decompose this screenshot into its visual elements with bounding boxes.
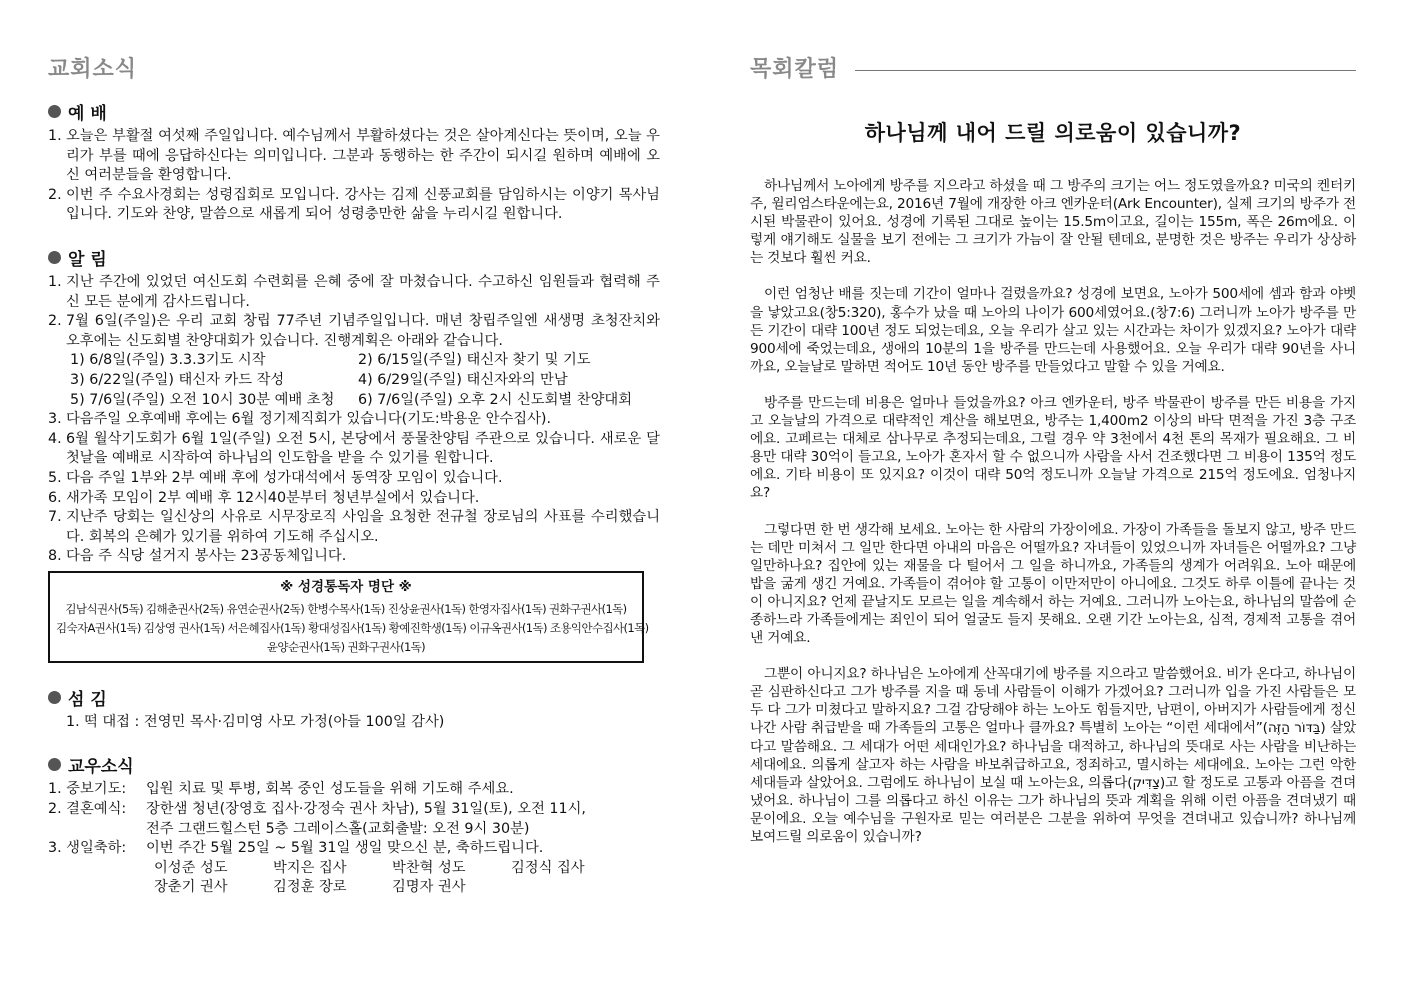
column-paragraph: 방주를 만드는데 비용은 얼마나 들었을까요? 아크 엔카운터, 방주 박물관이 방주를 만든 비용을 가지고 오늘날의 가격으로 대략적인 계산을 해보면요, 방주는 1,400m2 이상의 바닥 면적을 가진 3층 구조에요. 고페르는 대체로 삼나무로 추정되는데요, 그럴 경우 약 3천에서 4천 톤의 목재가 필요해요. 그 비용만 대략 30억이 들고요, 노아가 혼자서 할 수 없으니까 사람을 사서 건조했다면 그 비용이 135억 정도에요. 기타 비용이 또 있지요? 이것이 대략 50억 정도니까 오늘날 가격으로 215억 정도에요. 엄청나지요?	[750, 394, 1356, 502]
members-entry: 3. 생일축하: 이번 주간 5월 25일 ~ 5월 31일 생일 맞으신 분, 축하드립니다.	[48, 840, 544, 857]
members-entry: 1. 중보기도: 입원 치료 및 투병, 회복 중인 성도들을 위해 기도해 주세요.	[48, 781, 514, 798]
worship-section-title: 예 배	[48, 99, 660, 124]
list-item: 7. 지난주 당회는 일신상의 사유로 시무장로직 사임을 요청한 전규철 장로님의 사표를 수리했습니다. 회복의 은혜가 있기를 위하여 기도해 주십시오.	[48, 509, 660, 545]
list-item: 1. 지난 주간에 있었던 여신도회 수련회를 은혜 중에 잘 마쳤습니다. 수고하신 임원들과 협력해 주신 모든 분에게 감사드립니다.	[48, 273, 660, 310]
church-news-heading: 교회소식	[48, 56, 138, 82]
column-paragraph: 그렇다면 한 번 생각해 보세요. 노아는 한 사람의 가장이에요. 가장이 가족들을 돌보지 않고, 방주 만드는 데만 미쳐서 그 일만 한다면 아내의 마음은 어떨까요? 자녀들이 있었으니까 자녀들은 어떨까요? 그냥 일만하나요? 집안에 있는 재물을 다 털어서 그 일을 하니까요, 가족들의 생계가 어려워요. 노아 때문에 밥을 굶게 생긴 거예요. 가족들이 겪어야 할 고통이 이만저만이 아니에요. 그것도 하루 이틀에 끝나는 것이 아니지요? 언제 끝날지도 모르는 일을 계속해서 하는 거예요. 그러니까 노아는요, 하나님의 말씀에 순종하느라 가족들에게는 죄인이 되어 얼굴도 들지 못해요. 오랜 기간 노아는요, 심적, 경제적 고통을 겪어 낸 거예요.	[750, 521, 1356, 647]
birthday-names: 장춘기 권사 김정훈 장로 김명자 권사	[154, 879, 466, 896]
list-item: 1. 오늘은 부활절 여섯째 주일입니다. 예수님께서 부활하셨다는 것은 살아계신다는 뜻이며, 오늘 우리가 부를 때에 응답하신다는 의미입니다. 그분과 동행하는 한 주간이 되시길 원하며 예배에 오신 여러분들을 환영합니다.	[48, 128, 660, 184]
members-section-title: 교우소식	[48, 752, 660, 777]
list-item: 1. 떡 대접 : 전영민 목사·김미영 사모 가정(아들 100일 감사)	[66, 713, 445, 730]
column-title: 하나님께 내어 드릴 의로움이 있습니까?	[864, 121, 1242, 145]
bullet-icon	[48, 105, 61, 118]
list-item: 2. 이번 주 수요사경회는 성령집회로 모입니다. 강사는 김제 신풍교회를 담임하시는 이양기 목사님입니다. 기도와 찬양, 말씀으로 새롭게 되어 성령충만한 삶을 누리시길 원합니다.	[48, 186, 660, 223]
list-item: 4. 6월 월삭기도회가 6월 1일(주일) 오전 5시, 본당에서 풍물찬양팀 주관으로 있습니다. 새로운 달 첫날을 예배로 시작하여 하나님의 인도함을 받을 수 있기를 원합니다.	[48, 430, 660, 467]
bible-readers-box	[48, 571, 649, 663]
bible-readers-title: ※ 성경통독자 명단 ※	[280, 578, 412, 595]
members-entry: 2. 결혼예식: 장한샘 청년(장영호 집사·강정숙 권사 차남), 5월 31일(토), 오전 11시,	[48, 801, 586, 818]
bible-readers-line: 김숙자A권사(1독) 김상영 권사(1독) 서은혜집사(1독) 황대성집사(1독) 황예진학생(1독) 이규옥권사(1독) 조용익안수집사(1독)	[56, 620, 649, 635]
bullet-icon	[48, 251, 61, 264]
column-paragraph: 그뿐이 아니지요? 하나님은 노아에게 산꼭대기에 방주를 지으라고 말씀했어요. 비가 온다고, 하나님이 곧 심판하신다고 그가 방주를 지을 때 동네 사람들이 이해가 가겠어요? 그러니까 입을 가진 사람들은 모두 다 그가 미쳤다고 말하지요? 그걸 감당해야 하는 노아도 힘들지만, 남편이, 아버지가 사람들에게 정신 나간 사람 취급받을 때 가족들의 고통은 얼마나 클까요? 특별히 노아는 “이런 세대에서”(בַּדּוֹר הַזֶּה) 살았다고 말씀해요. 그 세대가 어떤 세대인가요? 하나님을 대적하고, 하나님의 뜻대로 사는 사람을 비난하는 세대에요. 의롭게 살고자 하는 사람을 바보취급하고요, 정죄하고, 멸시하는 세대에요. 노아는 그런 악한 세대들과 살았어요. 그럼에도 하나님이 보실 때 노아는요, 의롭다(צַדִּיק)고 할 정도로 고통과 아픔을 견뎌냈어요. 하나님이 그를 의롭다고 하신 이유는 그가 하나님의 뜻과 계획을 위해 이런 아픔을 견뎌냈기 때문이에요. 오늘 예수님을 구원자로 믿는 여러분은 그분을 위하여 무엇을 견뎌내고 있습니까? 하나님께 보여드릴 의로움이 있습니까?	[750, 666, 1357, 845]
column-paragraph: 이런 엄청난 배를 짓는데 기간이 얼마나 걸렸을까요? 성경에 보면요, 노아가 500세에 셈과 함과 야벳을 낳았고요(창5:320), 홍수가 났을 때 노아의 나이가 600세였어요.(창7:6) 그러니까 노아가 방주를 만든 기간이 대략 100년 정도 되었는데요, 오늘 우리가 살고 있는 시간과는 차이가 있겠지요? 노아가 대략 900세에 죽었는데요, 생애의 10분의 1을 방주를 만드는데 사용했어요. 오늘 우리가 대략 90년을 사니까요, 오늘날로 말하면 적어도 10년 동안 방주를 만들었다고 말할 수 있을 거예요.	[750, 286, 1356, 375]
pastor-column-heading: 목회칼럼	[750, 56, 840, 82]
pastor-column	[750, 52, 1356, 864]
bullet-icon	[48, 758, 61, 771]
list-item: 6. 새가족 모임이 2부 예배 후 12시40분부터 청년부실에서 있습니다.	[48, 489, 480, 506]
anniversary-schedule: 1) 6/8일(주일) 3.3.3기도 시작 2) 6/15일(주일) 태신자 찾기 및 기도 3) 6/22일(주일) 태신자 카드 작성 4) 6/29일(주일) 태신자와의 만남 5) 7/6일(주일) 오전 10시 30분 예배 초청 6) 7/6일(주일) 오후 2시 신도회별 찬양대회	[70, 352, 633, 408]
bible-readers-line: 윤양순권사(1독) 권화구권사(1독)	[266, 639, 426, 654]
list-item: 3. 다음주일 오후예배 후에는 6월 정기제직회가 있습니다(기도:박용운 안수집사).	[48, 411, 552, 428]
serve-section-title: 섬 김	[48, 685, 660, 710]
list-item: 8. 다음 주 식당 설거지 봉사는 23공동체입니다.	[48, 548, 347, 565]
bible-readers-line: 김남식권사(5독) 김해춘권사(2독) 유연순권사(2독) 한병수목사(1독) 진상윤권사(1독) 한영자집사(1독) 권화구권사(1독)	[65, 601, 627, 616]
heading-divider	[855, 70, 1356, 71]
column-paragraph: 하나님께서 노아에게 방주를 지으라고 하셨을 때 그 방주의 크기는 어느 정도였을까요? 미국의 켄터키 주, 윌리엄스타운에는요, 2016년 7월에 개장한 아크 엔카운터(Ark Encounter), 실제 크기의 방주가 전시된 박물관이 있어요. 성경에 기록된 그대로 높이는 15.5m이고요, 길이는 155m, 폭은 26m에요. 이렇게 얘기해도 실물을 보기 전에는 그 크기가 가늠이 잘 안될 텐데요, 분명한 것은 방주는 우리가 상상하는 것보다 훨씬 커요.	[750, 178, 1356, 267]
bullet-icon	[48, 691, 61, 704]
notice-section-title: 알 림	[48, 245, 660, 270]
list-item: 2. 7월 6일(주일)은 우리 교회 창립 77주년 기념주일입니다. 매년 창립주일엔 새생명 초청잔치와 오후에는 신도회별 찬양대회가 있습니다. 진행계획은 아래와 같습니다.	[48, 313, 660, 349]
list-item: 5. 다음 주일 1부와 2부 예배 후에 성가대석에서 동역장 모임이 있습니다.	[48, 469, 503, 486]
birthday-names: 이성준 성도 박지은 집사 박찬혁 성도 김정식 집사	[154, 859, 585, 876]
members-entry: 전주 그랜드힐스턴 5층 그레이스홀(교회출발: 오전 9시 30분)	[146, 820, 530, 837]
church-news-column	[48, 52, 660, 898]
